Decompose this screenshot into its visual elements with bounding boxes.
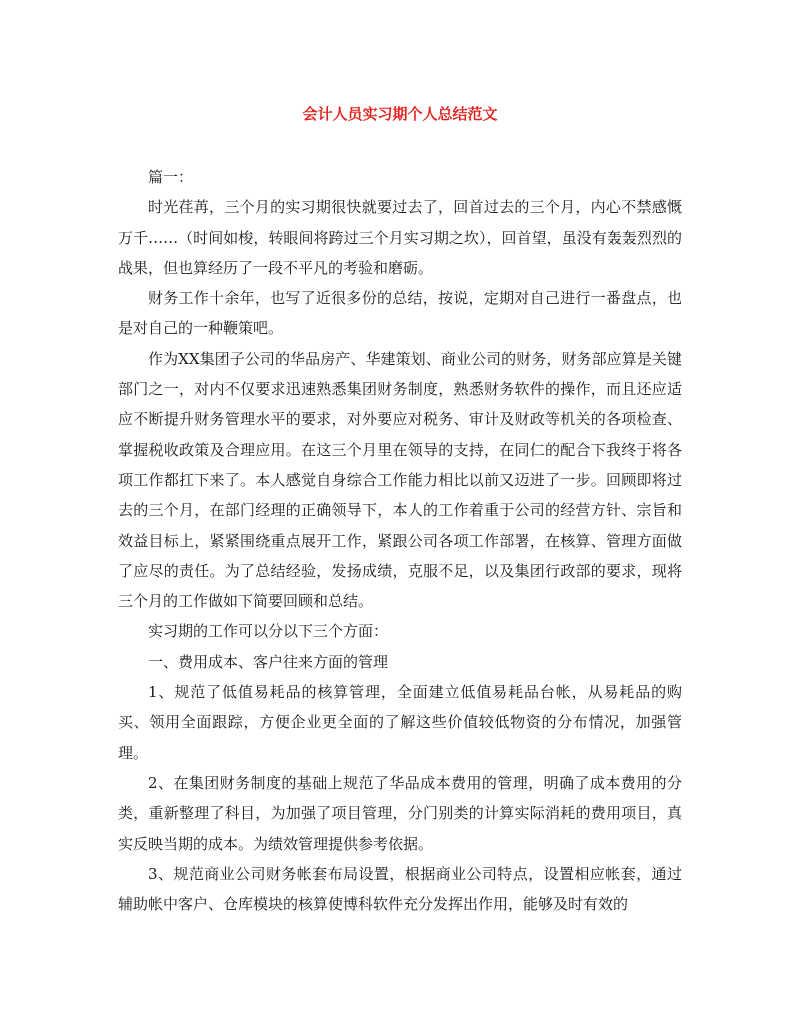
document-body [118, 162, 682, 919]
section-heading: 篇一： [148, 168, 194, 186]
document-title: 会计人员实习期个人总结范文 [302, 105, 498, 123]
paragraph: 作为XX集团子公司的华品房产、华建策划、商业公司的财务，财务部应算是关键部门之一，对内不仅要求迅速熟悉集团财务制度，熟悉财务软件的操作，而且还应适应不断提升财务管理水平的要求，对外要应对税务、审计及财政等机关的各项检查、掌握税收政策及合理应用。在这三个月里在领导的支持，在同仁的配合下我终于将各项工作都扛下来了。本人感觉自身综合工作能力相比以前又迈进了一步。回顾即将过去的三个月，在部门经理的正确领导下，本人的工作着重于公司的经营方针、宗旨和效益目标上，紧紧围绕重点展开工作，紧跟公司各项工作部署，在核算、管理方面做了应尽的责任。为了总结经验，发扬成绩，克服不足，以及集团行政部的要求，现将三个月的工作做如下简要回顾和总结。 [118, 349, 682, 611]
list-item: 1、规范了低值易耗品的核算管理，全面建立低值易耗品台帐，从易耗品的购买、领用全面跟踪，方便企业更全面的了解这些价值较低物资的分布情况，加强管理。 [118, 683, 682, 762]
list-item: 2、在集团财务制度的基础上规范了华品成本费用的管理，明确了成本费用的分类，重新整理了科目，为加强了项目管理，分门别类的计算实际消耗的费用项目，真实反映当期的成本。为绩效管理提供参考依据。 [118, 773, 682, 853]
paragraph: 实习期的工作可以分以下三个方面： [148, 622, 389, 641]
paragraph: 财务工作十余年，也写了近很多份的总结，按说，定期对自己进行一番盘点，也是对自己的一种鞭策吧。 [118, 289, 682, 338]
list-item: 3、规范商业公司财务帐套布局设置，根据商业公司特点，设置相应帐套，通过辅助帐中客户、仓库模块的核算使博科软件充分发挥出作用，能够及时有效的 [118, 864, 682, 914]
subsection-heading: 一、费用成本、客户往来方面的管理 [148, 652, 389, 671]
paragraph: 时光荏苒，三个月的实习期很快就要过去了，回首过去的三个月，内心不禁感慨万千……（时间如梭，转眼间将跨过三个月实习期之坎），回首望，虽没有轰轰烈烈的战果，但也算经历了一段不平凡的考验和磨砺。 [118, 198, 682, 277]
